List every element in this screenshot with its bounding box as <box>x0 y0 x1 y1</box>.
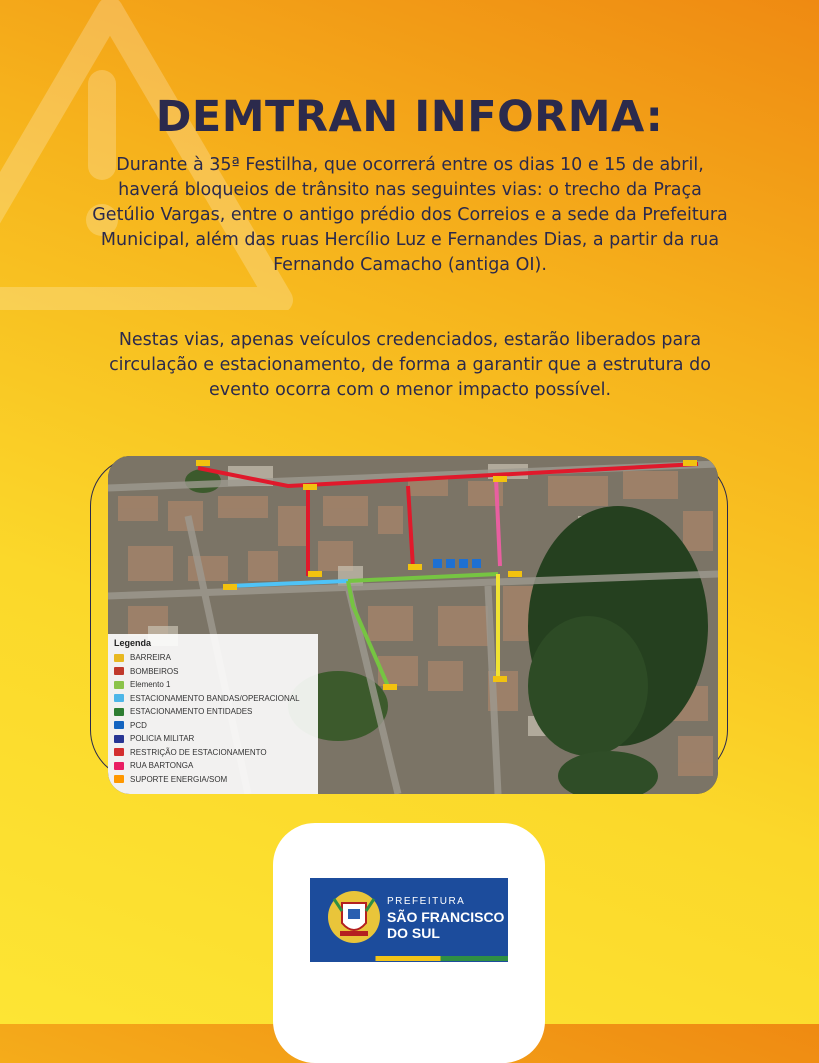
legend-item <box>114 692 312 706</box>
legend-label: POLICIA MILITAR <box>130 734 195 744</box>
legend-label: SUPORTE ENERGIA/SOM <box>130 774 228 784</box>
legend-label: BARREIRA <box>130 653 171 663</box>
legend-swatch <box>114 667 124 675</box>
traffic-map <box>108 456 718 794</box>
city-crest-icon <box>326 889 382 945</box>
legend-label: ESTACIONAMENTO ENTIDADES <box>130 707 253 717</box>
legend-swatch <box>114 694 124 702</box>
legend-label: PCD <box>130 720 147 730</box>
info-paragraph-1: Durante à 35ª Festilha, que ocorrerá entre os dias 10 e 15 de abril, haverá bloqueios de trânsito nas seguintes vias: o trecho da Praça Getúlio Vargas, entre o antigo prédio dos Correios e a sede da Prefeitura Municipal, além das ruas Hercílio Luz e Fernandes Dias, a partir da rua Fernando Camacho (antiga OI). <box>92 155 728 275</box>
legend-item <box>114 746 312 760</box>
map-legend <box>108 634 318 794</box>
legend-label: Elemento 1 <box>130 680 171 690</box>
legend-item <box>114 678 312 692</box>
info-paragraph-2: Nestas vias, apenas veículos credenciados, estarão liberados para circulação e estacionamento, de forma a garantir que a estrutura do evento ocorra com o menor impacto possível. <box>109 330 711 400</box>
logo-line-2: SÃO FRANCISCO <box>387 909 505 925</box>
legend-label: RESTRIÇÃO DE ESTACIONAMENTO <box>130 747 267 757</box>
legend-swatch <box>114 735 124 743</box>
legend-item <box>114 759 312 773</box>
legend-swatch <box>114 681 124 689</box>
legend-item <box>114 773 312 787</box>
legend-swatch <box>114 721 124 729</box>
logo-color-stripe <box>310 956 508 961</box>
legend-label: BOMBEIROS <box>130 666 179 676</box>
legend-title: Legenda <box>114 638 152 648</box>
legend-swatch <box>114 654 124 662</box>
logo-line-3: DO SUL <box>387 925 440 941</box>
page-title: DEMTRAN INFORMA: <box>155 92 664 142</box>
legend-swatch <box>114 762 124 770</box>
logo-city-name <box>387 909 504 941</box>
legend-label: ESTACIONAMENTO BANDAS/OPERACIONAL <box>130 693 300 703</box>
legend-item <box>114 665 312 679</box>
legend-swatch <box>114 775 124 783</box>
legend-item <box>114 651 312 665</box>
legend-label: RUA BARTONGA <box>130 761 194 771</box>
logo-line-1: PREFEITURA <box>387 896 466 907</box>
legend-swatch <box>114 748 124 756</box>
legend-item <box>114 732 312 746</box>
legend-swatch <box>114 708 124 716</box>
legend-item <box>114 719 312 733</box>
legend-item <box>114 705 312 719</box>
